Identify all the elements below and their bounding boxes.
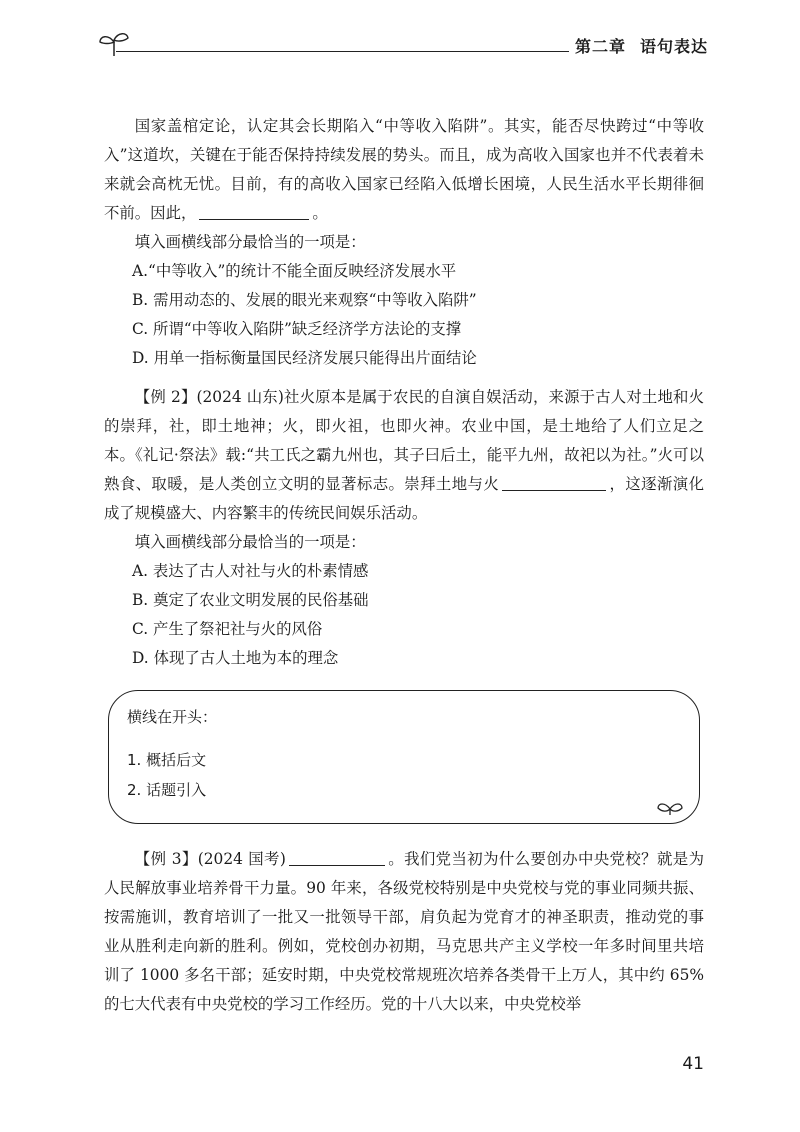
option-c: C. 产生了祭祀社与火的风俗 bbox=[132, 620, 323, 638]
example2-text: 社火原本是属于农民的自演自娱活动，来源于古人对土地和火的崇拜，社，即土地神；火，即火祖，也即火神。农业中国，是土地给了人们立足之本。《礼记·祭法》载:“共工氏之霸九州也，其子曰后土，能平九州，故祀以为社。”火可以熟食、取暖，是人类创立文明的显著标志。崇拜土地与火 bbox=[104, 388, 704, 493]
option-a: A.“中等收入”的统计不能全面反映经济发展水平 bbox=[132, 262, 457, 280]
running-header bbox=[96, 30, 708, 60]
section-label: 语句表达 bbox=[639, 37, 708, 56]
chapter-label: 第二章 bbox=[574, 37, 626, 56]
passage1-paragraph bbox=[104, 112, 704, 228]
passage1-text: 国家盖棺定论，认定其会长期陷入“中等收入陷阱”。其实，能否尽快跨过“中等收入”这道坎，关键在于能否保持持续发展的势头。而且，成为高收入国家也并不代表着未来就会高枕无忧。目前，有的高收入国家已经陷入低增长困境，人民生活水平长期徘徊不前。因此， bbox=[104, 117, 704, 222]
option-b: B. 奠定了农业文明发展的民俗基础 bbox=[132, 591, 369, 609]
sprout-icon bbox=[96, 30, 132, 58]
example3-label: 【例 3】(2024 国考) bbox=[134, 850, 286, 868]
option-b: B. 需用动态的、发展的眼光来观察“中等收入陷阱” bbox=[132, 291, 477, 309]
page-number: 41 bbox=[682, 1054, 704, 1074]
example2-label: 【例 2】(2024 山东) bbox=[134, 388, 284, 406]
passage1-end: 。 bbox=[312, 204, 328, 222]
chapter-title bbox=[569, 34, 708, 57]
example2-question: 填入画横线部分最恰当的一项是： bbox=[134, 533, 366, 551]
option-d: D. 用单一指标衡量国民经济发展只能得出片面结论 bbox=[132, 349, 477, 367]
example2-paragraph bbox=[104, 383, 704, 528]
passage1-question: 填入画横线部分最恰当的一项是： bbox=[134, 233, 366, 251]
example3-paragraph bbox=[104, 845, 704, 1019]
example2-after: ，这逐渐演化成了规模盛大、内容繁丰的传统民间娱乐活动。 bbox=[104, 475, 704, 522]
tip-box bbox=[108, 690, 700, 824]
option-a: A. 表达了古人对社与火的朴素情感 bbox=[132, 562, 369, 580]
tip-title: 横线在开头： bbox=[127, 708, 218, 726]
option-c: C. 所谓“中等收入陷阱”缺乏经济学方法论的支撑 bbox=[132, 320, 462, 338]
answer-blank bbox=[502, 474, 606, 491]
leaf-icon bbox=[655, 799, 685, 817]
example3-section bbox=[104, 845, 704, 1019]
main-content bbox=[104, 112, 704, 673]
tip-item: 1. 概括后文 bbox=[127, 751, 207, 769]
answer-blank bbox=[289, 849, 385, 866]
answer-blank bbox=[199, 203, 309, 220]
tip-item: 2. 话题引入 bbox=[127, 781, 207, 799]
option-d: D. 体现了古人土地为本的理念 bbox=[132, 649, 339, 667]
example3-text: 。我们党当初为什么要创办中央党校？就是为人民解放事业培养骨干力量。90 年来，各级党校特别是中央党校与党的事业同频共振、按需施训，教育培训了一批又一批领导干部，肩负起为党育才的神圣职责，推动党的事业从胜利走向新的胜利。例如，党校创办初期，马克思共产主义学校一年多时间里共培训了 1000 多名干部；延安时期，中央党校常规班次培养各类骨干上万人，其中约 65% 的七大代表有中央党校的学习工作经历。党的十八大以来，中央党校举 bbox=[104, 850, 704, 1013]
